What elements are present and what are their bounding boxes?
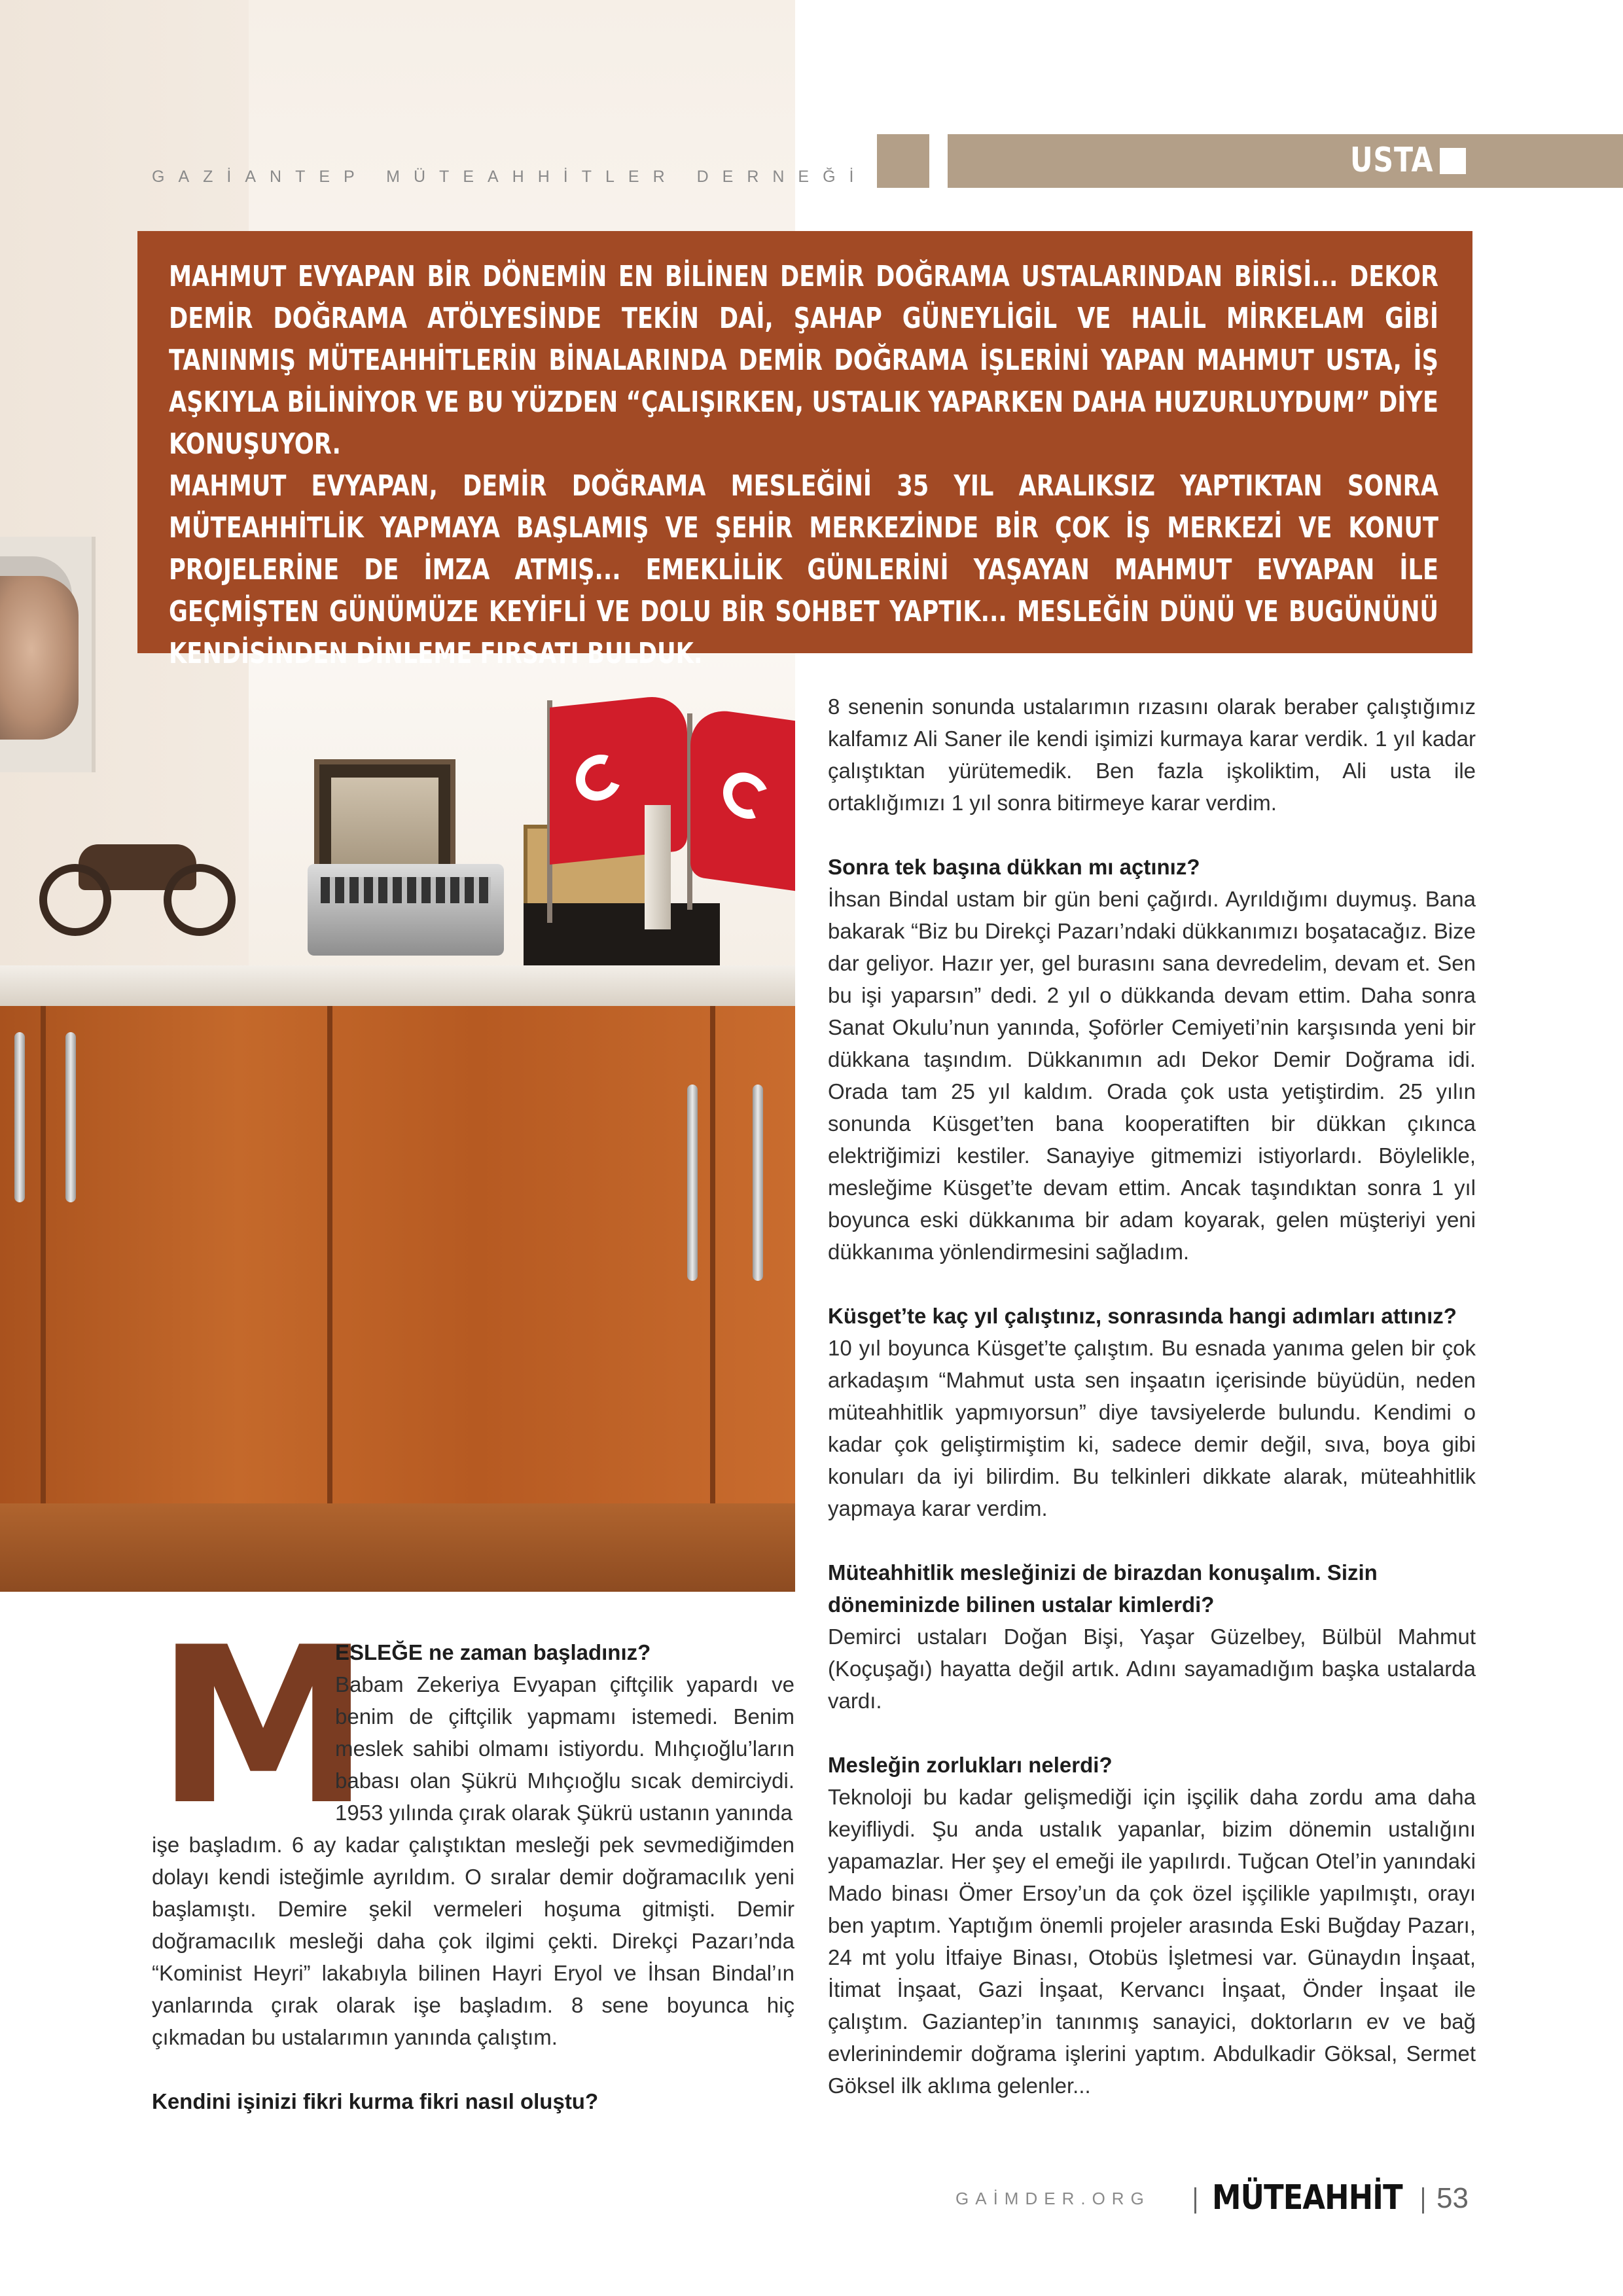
photo-motorcycle-model — [39, 805, 236, 936]
intro-paragraph: MAHMUT EVYAPAN BİR DÖNEMİN EN BİLİNEN DEMİR DOĞRAMA USTALARINDAN BİRİSİ... DEKOR DEMİR DOĞRAMA ATÖLYESİNDE TEKİN DAİ, ŞAHAP GÜNEYLİGİL VE HALİL MİRKELAM GİBİ TANINMIŞ MÜTEAHHİTLERİN BİNALARINDA DEMİR DOĞRAMA İŞLERİNİ YAPAN MAHMUT USTA, İŞ AŞKIYLA BİLİNİYOR VE BU YÜZDEN “ÇALIŞIRKEN, USTALIK YAPARKEN DAHA HUZURLUYDUM” DİYE KONUŞUYOR. — [169, 260, 1438, 461]
association-name: GAZİANTEP MÜTEAHHİTLER DERNEĞİ — [152, 168, 868, 186]
footer-magazine-logo: MÜTEAHHİT — [1212, 2178, 1402, 2217]
question-heading: Sonra tek başına dükkan mı açtınız? — [828, 855, 1200, 879]
footer-divider — [1422, 2187, 1424, 2214]
header-bar — [948, 134, 1623, 188]
header-square — [877, 134, 929, 188]
photo-floor — [0, 1503, 795, 1592]
answer-paragraph: İhsan Bindal ustam bir gün beni çağırdı. Ayrıldığımı duymuş. Bana bakarak “Biz bu Direkçi Pazarı’ndaki dükkanımızı boşatacağız. Bize dar geliyor. Hazır yer, gel burasını sana devredelim, devam et. Sen bu işi yaparsın” dedi. 2 yıl o dükkanda devam ettim. Daha sonra Sanat Okulu’nun yanında, Şoförler Cemiyeti’nin karşısında yeni bir dükkana taşındım. Dükkanımın adı Dekor Demir Doğrama idi. Orada tam 25 yıl kaldım. Orada çok usta yetiştirdim. 25 yılın sonunda Küsget’ten bana kooperatiften bir dükkan çıkınca elektriğimizi kestiler. Sanayiye gitmemizi istiyorlardı. Böylelikle, mesleğime Küsget’te devam ettim. Ancak taşındıktan sonra 1 yıl boyunca eski dükkanıma bir adam koyarak, gelen müşteriyi yeni dükkanıma yönlendirmesini sağladım. — [828, 887, 1476, 1264]
photo-award-stand — [645, 805, 671, 929]
photo-adding-machine — [308, 864, 504, 956]
photo-flag-right — [690, 706, 795, 891]
question-heading: Mesleğin zorlukları nelerdi? — [828, 1753, 1113, 1777]
answer-paragraph: işe başladım. 6 ay kadar çalıştıktan mesleği pek sevmediğimden dolayı kendi isteğimle ayrıldım. O sıralar demir doğramacılık yeni başlamıştı. Demire şekil vermeleri hoşuma gitmişti. Demir doğramacılık mesleği daha çok ilgimi çekti. Direkçi Pazarı’nda “Kominist Heyri” lakabıyla bilinen Hayri Eryol ve İhsan Bindal’ın yanlarında çırak olarak işe başladım. 8 sene boyunca hiç çıkmadan bu ustalarımın yanında çalıştım. — [152, 1833, 794, 2049]
answer-paragraph: Teknoloji bu kadar gelişmediği için işçilik daha zordu ama daha keyifliydi. Şu anda ustalık yapanlar, bizim dönemin ustalığını yapamazlar. Her şey el emeği ile yapılırdı. Tuğcan Otel’in yanındaki Mado binası Ömer Ersoy’un da çok özel işçilikle yapılmıştı, orayı ben yaptım. Yaptığım önemli projeler arasında Eski Buğday Pazarı, 24 mt yolu İtfaiye Binası, Otobüs İşletmesi var. Günaydın İnşaat, İtimat İnşaat, Gazi İnşaat, Kervancı İnşaat, Önder İnşaat ile çalıştım. Gaziantep’in tanınmış sanayici, doktorların ev ve bağ evlerinindemir doğrama işlerini yaptım. Abdulkadir Göksal, Sermet Göksel ilk aklıma gelenler... — [828, 1785, 1476, 2098]
footer-divider — [1194, 2187, 1196, 2214]
photo-portrait — [0, 537, 96, 772]
question-heading: Küsget’te kaç yıl çalıştınız, sonrasında hangi adımları attınız? — [828, 1304, 1457, 1328]
right-column — [828, 691, 1476, 2102]
intro-panel — [137, 231, 1472, 670]
footer-website: GAİMDER.ORG — [955, 2189, 1150, 2208]
section-label: USTA — [1349, 141, 1433, 180]
answer-paragraph: Demirci ustaları Doğan Bişi, Yaşar Güzelbey, Bülbül Mahmut (Koçuşağı) hayatta değil artık. Adını sayamadığım başka ustalarda vardı. — [828, 1624, 1476, 1713]
question-heading: ESLEĞE ne zaman başladınız? — [335, 1640, 651, 1664]
photo-cabinets — [0, 1006, 795, 1503]
photo-countertop — [0, 965, 795, 1006]
section-square-icon — [1440, 148, 1466, 174]
lead-paragraph-block — [335, 1636, 794, 1829]
answer-paragraph: 10 yıl boyunca Küsget’te çalıştım. Bu esnada yanıma gelen bir çok arkadaşım “Mahmut usta sen inşaatın içerisinde büyüdün, neden müteahhitlik yapmıyorsun” diye tavsiyelerde bulundu. Kendimi o kadar çok geliştirmiştim ki, sadece demir değil, sıva, boya gibi konuları da iyi bilirdim. Bu telkinleri dikkate alarak, müteahhitlik yapmaya karar verdim. — [828, 1336, 1476, 1520]
answer-paragraph: Babam Zekeriya Evyapan çiftçilik yapardı ve benim de çiftçilik yapmamı istemedi. Benim meslek sahibi olmamı istiyordu. Mıhçıoğlu’ların babası olan Şükrü Mıhçıoğlu sıcak demirciydi. 1953 yılında çırak olarak Şükrü ustanın yanında — [335, 1672, 794, 1825]
question-heading: Kendini işinizi fikri kurma fikri nasıl oluştu? — [152, 2089, 599, 2113]
left-column — [152, 1829, 794, 2117]
drop-cap: M — [156, 1601, 371, 1852]
page-number: 53 — [1436, 2182, 1469, 2214]
question-heading: Müteahhitlik mesleğinizi de birazdan konuşalım. Sizin döneminizde bilinen ustalar kimlerdi? — [828, 1560, 1378, 1617]
intro-paragraph: MAHMUT EVYAPAN, DEMİR DOĞRAMA MESLEĞİNİ 35 YIL ARALIKSIZ YAPTIKTAN SONRA MÜTEAHHİTLİK YAPMAYA BAŞLAMIŞ VE ŞEHİR MERKEZİNDE BİR ÇOK İŞ MERKEZİ VE KONUT PROJELERİNE DE İMZA ATMIŞ... EMEKLİLİK GÜNLERİNİ YAŞAYAN MAHMUT EVYAPAN İLE GEÇMİŞTEN GÜNÜMÜZE KEYİFLİ VE DOLU BİR SOHBET YAPTIK... MESLEĞİN DÜNÜ VE BUGÜNÜNÜ KENDİSİNDEN DİNLEME FIRSATI BULDUK. — [169, 469, 1438, 670]
answer-paragraph: 8 senenin sonunda ustalarımın rızasını olarak beraber çalıştığımız kalfamız Ali Saner ile kendi işimizi kurmaya karar verdik. 1 yıl kadar çalıştıktan yürütemedik. Ben fazla işkoliktim, Ali usta ile ortaklığımızı 1 yıl sonra bitirmeye karar verdim. — [828, 694, 1476, 815]
